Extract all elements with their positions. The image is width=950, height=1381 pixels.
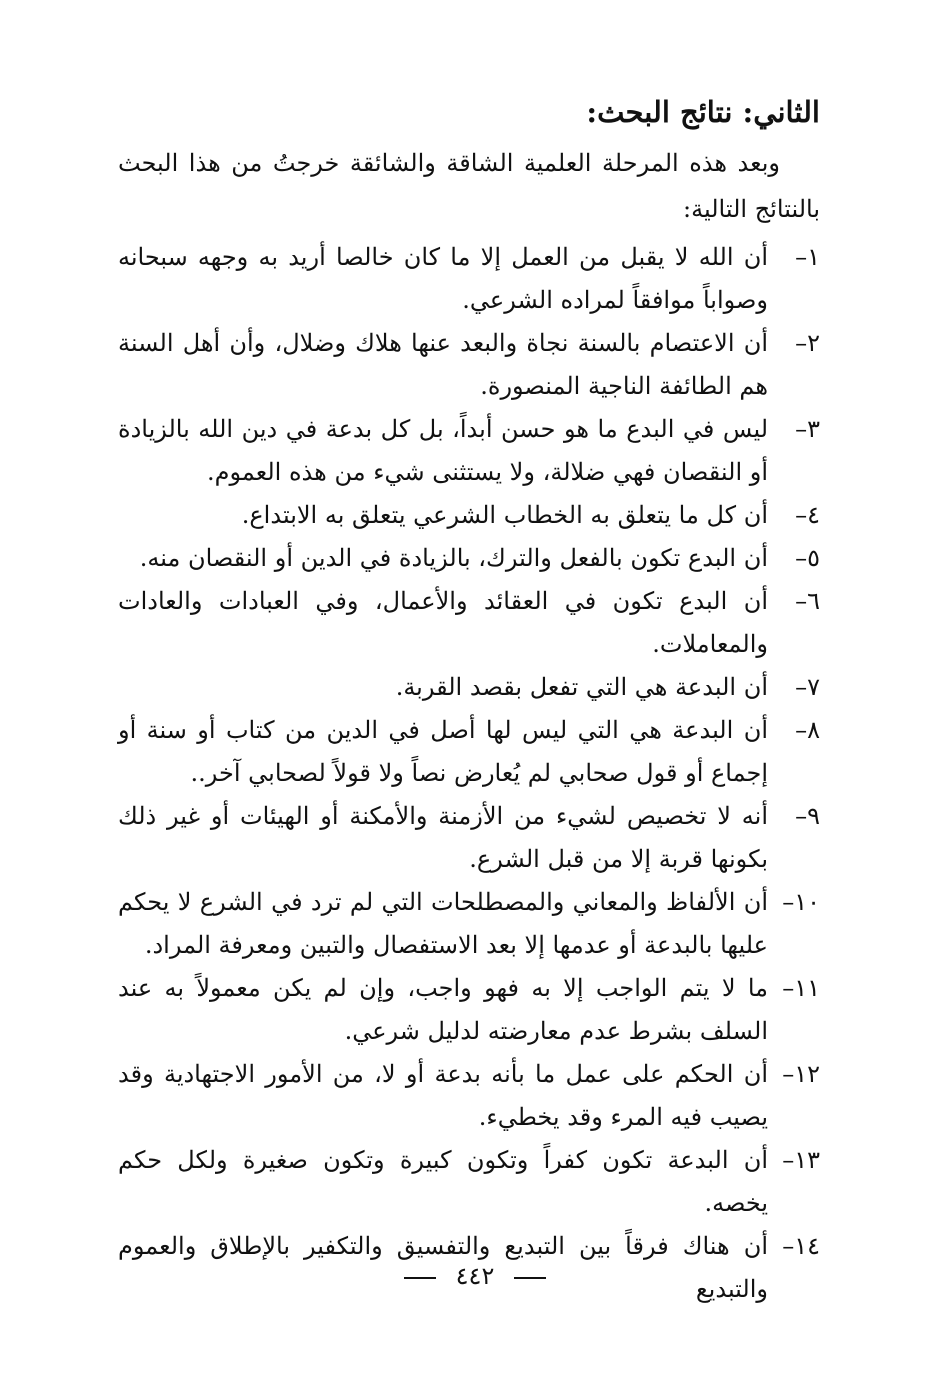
result-text: أن البدعة تكون كفراً وتكون كبيرة وتكون صغيرة ولكل حكم يخصه. (118, 1146, 769, 1217)
results-list (118, 236, 820, 1311)
result-text: أن الحكم على عمل ما بأنه بدعة أو لا، من الأمور الاجتهادية وقد يصيب فيه المرء وقد يخطيء. (118, 1060, 768, 1131)
intro-paragraph: وبعد هذه المرحلة العلمية الشاقة والشائقة خرجتُ من هذا البحث بالنتائج التالية: (118, 149, 820, 223)
result-text: أن البدع تكون بالفعل والترك، بالزيادة في الدين أو النقصان منه. (139, 544, 768, 572)
result-item (118, 795, 820, 881)
result-number: ٢– (795, 329, 820, 357)
result-number: ١٤– (782, 1232, 820, 1260)
result-item (118, 236, 820, 322)
result-item (118, 537, 820, 580)
result-item (118, 666, 820, 709)
result-item (118, 1053, 820, 1139)
result-item (118, 580, 820, 666)
result-item (118, 881, 820, 967)
result-number: ٥– (795, 544, 820, 572)
footer-dash-left (404, 1277, 436, 1279)
result-text: أن الألفاظ والمعاني والمصطلحات التي لم ترد في الشرع لا يحكم عليها بالبدعة أو عدمها إلا بعد الاستفصال والتبين ومعرفة المراد. (118, 888, 768, 959)
result-number: ٨– (795, 716, 820, 744)
result-number: ٧– (795, 673, 820, 701)
result-text: أن كل ما يتعلق به الخطاب الشرعي يتعلق به الابتداع. (241, 501, 768, 529)
result-number: ٦– (795, 587, 820, 615)
result-number: ١٠– (782, 888, 820, 916)
footer-dash-right (514, 1277, 546, 1279)
result-item (118, 1139, 820, 1225)
result-item (118, 408, 820, 494)
result-item (118, 494, 820, 537)
result-number: ١١– (782, 974, 820, 1002)
result-text: أن الاعتصام بالسنة نجاة والبعد عنها هلاك وضلال، وأن أهل السنة هم الطائفة الناجية المنصورة. (118, 329, 769, 400)
page-footer (0, 1262, 950, 1290)
result-text: أن الله لا يقبل من العمل إلا ما كان خالصا أريد به وجهه سبحانه وصواباً موافقاً لمراده الشرعي. (118, 243, 768, 314)
result-text: أنه لا تخصيص لشيء من الأزمنة والأمكنة أو الهيئات أو غير ذلك بكونها قربة إلا من قبل الشرع. (118, 802, 768, 873)
result-number: ١٣– (782, 1146, 820, 1174)
result-text: أن هناك فرقاً بين التبديع والتفسيق والتكفير بالإطلاق والعموم والتبديع (118, 1232, 768, 1303)
result-item (118, 322, 820, 408)
result-number: ٣– (795, 415, 820, 443)
result-number: ١– (795, 243, 820, 271)
page-number: ٤٤٢ (455, 1262, 495, 1290)
result-text: أن البدع تكون في العقائد والأعمال، وفي العبادات والعادات والمعاملات. (118, 587, 768, 658)
result-item (118, 967, 820, 1053)
result-number: ٤– (795, 501, 820, 529)
page-body (118, 90, 820, 1311)
result-text: أن البدعة هي التي ليس لها أصل في الدين من كتاب أو سنة أو إجماع أو قول صحابي لم يُعارض نصاً ولا قولاً لصحابي آخر.. (118, 716, 768, 787)
result-item (118, 709, 820, 795)
result-text: ما لا يتم الواجب إلا به فهو واجب، وإن لم يكن معمولاً به عند السلف بشرط عدم معارضته لدليل شرعي. (118, 974, 768, 1045)
result-text: أن البدعة هي التي تفعل بقصد القربة. (395, 673, 768, 701)
section-heading: الثاني: نتائج البحث: (586, 95, 820, 129)
result-number: ٩– (795, 802, 820, 830)
result-text: ليس في البدع ما هو حسن أبداً، بل كل بدعة في دين الله بالزيادة أو النقصان فهي ضلالة، ولا يستثنى شيء من هذه العموم. (118, 415, 769, 486)
result-number: ١٢– (782, 1060, 820, 1088)
